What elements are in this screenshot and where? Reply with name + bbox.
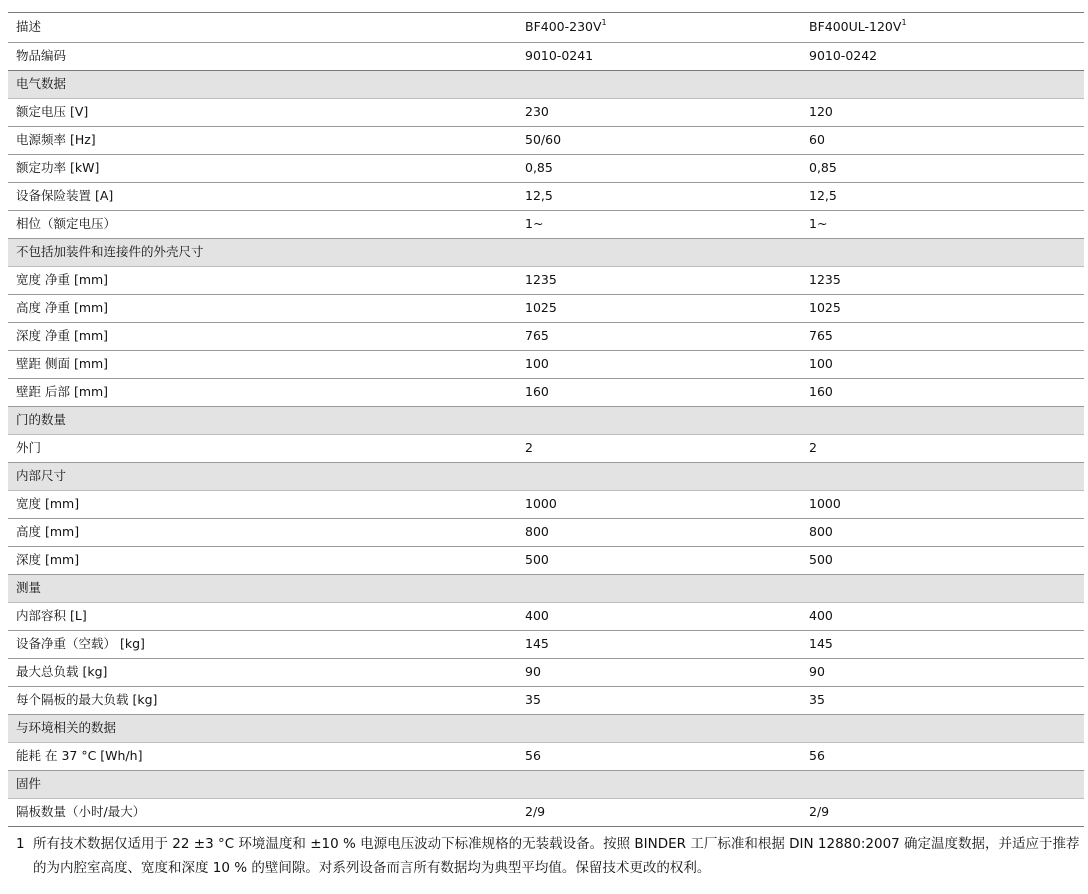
row-value-model-1: 500 <box>517 547 801 575</box>
row-value-model-1: 1235 <box>517 267 801 295</box>
row-value-model-2: 400 <box>801 603 1084 631</box>
article-number-label: 物品编码 <box>8 43 517 71</box>
section-title: 与环境相关的数据 <box>8 715 517 743</box>
section-title: 电气数据 <box>8 71 517 99</box>
section-header <box>8 71 1084 99</box>
row-label: 相位（额定电压） <box>8 211 517 239</box>
row-label: 深度 净重 [mm] <box>8 323 517 351</box>
row-value-model-2: 160 <box>801 379 1084 407</box>
row-value-model-1: 400 <box>517 603 801 631</box>
footnote-text: 所有技术数据仅适用于 22 ±3 °C 环境温度和 ±10 % 电源电压波动下标准规格的无装载设备。按照 BINDER 工厂标准和根据 DIN 12880:2007 确定温度数据，并适应于推荐的为内腔室高度、宽度和深度 10 % 的壁间隙。对系列设备而言所有数据均为典型平均值。保留技术更改的权利。 <box>33 836 1080 876</box>
footnote-number: 1 <box>16 836 25 852</box>
section-empty-cell <box>801 463 1084 491</box>
header-model-1 <box>517 13 801 43</box>
row-value-model-2: 2 <box>801 435 1084 463</box>
row-value-model-1: 145 <box>517 631 801 659</box>
section-empty-cell <box>517 407 801 435</box>
section-empty-cell <box>517 771 801 799</box>
row-value-model-2: 100 <box>801 351 1084 379</box>
row-value-model-2: 60 <box>801 127 1084 155</box>
section-header <box>8 771 1084 799</box>
model-1-name: BF400-230V <box>525 19 602 35</box>
section-header <box>8 575 1084 603</box>
row-value-model-1: 1025 <box>517 295 801 323</box>
section-empty-cell <box>517 463 801 491</box>
section-empty-cell <box>517 575 801 603</box>
section-title: 内部尺寸 <box>8 463 517 491</box>
row-value-model-2: 56 <box>801 743 1084 771</box>
table-row <box>8 183 1084 211</box>
row-value-model-1: 1~ <box>517 211 801 239</box>
row-value-model-2: 90 <box>801 659 1084 687</box>
spec-table-body <box>8 13 1084 827</box>
row-value-model-1: 56 <box>517 743 801 771</box>
article-number-model-2: 9010-0242 <box>801 43 1084 71</box>
row-value-model-1: 12,5 <box>517 183 801 211</box>
row-value-model-1: 2/9 <box>517 799 801 827</box>
table-row <box>8 547 1084 575</box>
model-1-footnote-ref: 1 <box>601 18 607 28</box>
row-value-model-1: 35 <box>517 687 801 715</box>
section-title: 不包括加装件和连接件的外壳尺寸 <box>8 239 517 267</box>
row-label: 深度 [mm] <box>8 547 517 575</box>
row-label: 设备保险装置 [A] <box>8 183 517 211</box>
row-value-model-1: 0,85 <box>517 155 801 183</box>
row-value-model-2: 1000 <box>801 491 1084 519</box>
row-value-model-1: 50/60 <box>517 127 801 155</box>
model-2-footnote-ref: 1 <box>901 18 907 28</box>
row-value-model-2: 2/9 <box>801 799 1084 827</box>
row-label: 壁距 侧面 [mm] <box>8 351 517 379</box>
model-2-name: BF400UL-120V <box>809 19 902 35</box>
row-value-model-2: 500 <box>801 547 1084 575</box>
section-header <box>8 463 1084 491</box>
row-value-model-2: 0,85 <box>801 155 1084 183</box>
table-row <box>8 99 1084 127</box>
row-label: 设备净重（空载） [kg] <box>8 631 517 659</box>
row-value-model-1: 100 <box>517 351 801 379</box>
row-label: 额定电压 [V] <box>8 99 517 127</box>
section-empty-cell <box>801 239 1084 267</box>
section-empty-cell <box>801 71 1084 99</box>
section-empty-cell <box>801 771 1084 799</box>
row-label: 每个隔板的最大负载 [kg] <box>8 687 517 715</box>
section-title: 固件 <box>8 771 517 799</box>
table-row <box>8 631 1084 659</box>
section-empty-cell <box>801 407 1084 435</box>
row-label: 壁距 后部 [mm] <box>8 379 517 407</box>
table-row <box>8 323 1084 351</box>
table-row <box>8 687 1084 715</box>
section-empty-cell <box>517 239 801 267</box>
table-row <box>8 295 1084 323</box>
row-label: 外门 <box>8 435 517 463</box>
article-number-model-1: 9010-0241 <box>517 43 801 71</box>
row-label: 能耗 在 37 °C [Wh/h] <box>8 743 517 771</box>
row-value-model-1: 800 <box>517 519 801 547</box>
section-header <box>8 239 1084 267</box>
row-value-model-2: 1025 <box>801 295 1084 323</box>
row-value-model-1: 160 <box>517 379 801 407</box>
row-value-model-1: 765 <box>517 323 801 351</box>
row-label: 最大总负载 [kg] <box>8 659 517 687</box>
table-row <box>8 491 1084 519</box>
table-row <box>8 351 1084 379</box>
row-value-model-2: 120 <box>801 99 1084 127</box>
table-row <box>8 267 1084 295</box>
row-value-model-2: 800 <box>801 519 1084 547</box>
section-header <box>8 715 1084 743</box>
row-value-model-1: 90 <box>517 659 801 687</box>
row-value-model-2: 765 <box>801 323 1084 351</box>
row-label: 高度 净重 [mm] <box>8 295 517 323</box>
header-row <box>8 13 1084 43</box>
table-row <box>8 519 1084 547</box>
row-label: 额定功率 [kW] <box>8 155 517 183</box>
section-empty-cell <box>517 715 801 743</box>
section-empty-cell <box>801 575 1084 603</box>
row-value-model-2: 1~ <box>801 211 1084 239</box>
row-label: 内部容积 [L] <box>8 603 517 631</box>
footnote <box>16 832 1080 880</box>
table-row <box>8 799 1084 827</box>
row-value-model-1: 2 <box>517 435 801 463</box>
section-title: 测量 <box>8 575 517 603</box>
table-row <box>8 435 1084 463</box>
row-value-model-2: 12,5 <box>801 183 1084 211</box>
article-number-row <box>8 43 1084 71</box>
table-row <box>8 155 1084 183</box>
section-empty-cell <box>517 71 801 99</box>
table-row <box>8 127 1084 155</box>
row-value-model-2: 145 <box>801 631 1084 659</box>
row-value-model-1: 230 <box>517 99 801 127</box>
row-value-model-2: 1235 <box>801 267 1084 295</box>
row-label: 宽度 净重 [mm] <box>8 267 517 295</box>
row-label: 电源频率 [Hz] <box>8 127 517 155</box>
table-row <box>8 211 1084 239</box>
row-label: 高度 [mm] <box>8 519 517 547</box>
row-label: 隔板数量（小时/最大） <box>8 799 517 827</box>
header-model-2 <box>801 13 1084 43</box>
spec-table <box>8 12 1084 827</box>
table-row <box>8 743 1084 771</box>
row-label: 宽度 [mm] <box>8 491 517 519</box>
table-row <box>8 659 1084 687</box>
row-value-model-2: 35 <box>801 687 1084 715</box>
section-empty-cell <box>801 715 1084 743</box>
section-header <box>8 407 1084 435</box>
table-row <box>8 603 1084 631</box>
header-label: 描述 <box>8 13 517 43</box>
table-row <box>8 379 1084 407</box>
row-value-model-1: 1000 <box>517 491 801 519</box>
section-title: 门的数量 <box>8 407 517 435</box>
